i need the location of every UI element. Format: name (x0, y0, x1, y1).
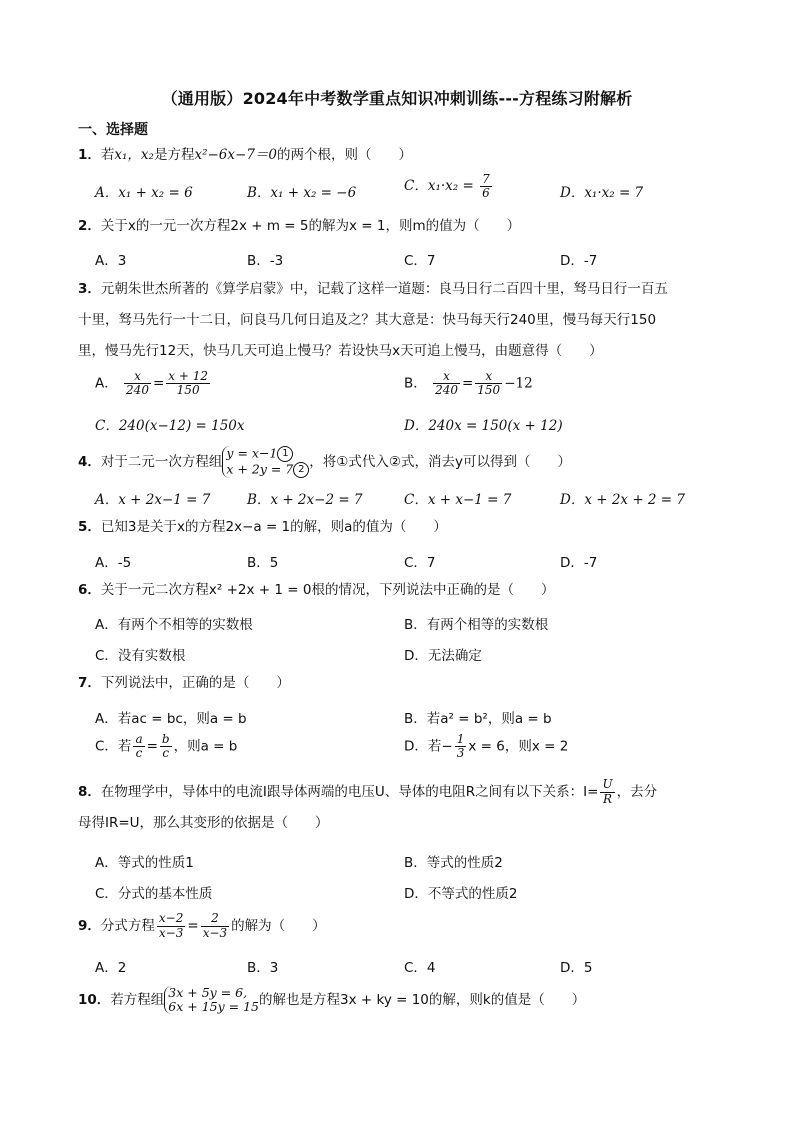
question-text: 母得IR=U，那么其变形的依据是（ ） (78, 815, 329, 831)
option-d[interactable]: D．不等式的性质2 (404, 886, 518, 902)
option-b[interactable]: B．等式的性质2 (404, 855, 503, 871)
question-number: 10． (78, 992, 111, 1008)
option-c[interactable]: C．7 (404, 253, 436, 269)
option-text: ，则a = b (173, 738, 238, 755)
section-heading: 一、选择题 (78, 122, 148, 138)
option-d[interactable]: D．-7 (560, 253, 598, 269)
question-number: 3． (78, 281, 101, 297)
question-text: 关于一元二次方程x² +2x + 1 = 0根的情况，下列说法中正确的是（ ） (100, 582, 555, 598)
question-3 (78, 274, 728, 367)
fraction: $\frac{x-2}{x-3}$ (158, 911, 184, 940)
question-text: 对于二元一次方程组 (100, 454, 223, 470)
question-text: 的解为（ ） (231, 918, 326, 934)
question-text: 若 (100, 147, 115, 163)
option-text: x = 6，则x = 2 (468, 738, 569, 755)
option-d[interactable]: D．5 (560, 960, 593, 976)
question-text: 十里，驽马先行一十二日，问良马几何日追及之？其大意是：快马每天行240里，慢马每天行150 (78, 312, 657, 328)
option-b[interactable]: B．3 (247, 960, 279, 976)
question-number: 2． (78, 218, 101, 234)
option-a[interactable]: A．等式的性质1 (95, 855, 194, 871)
option-a[interactable]: A． $\frac{x}{240}$ = $\frac{x + 12}{150}$ (95, 369, 208, 398)
math-expr: x₁，x₂ (114, 147, 154, 163)
question-number: 7． (78, 675, 101, 691)
circled-number: 1 (277, 446, 293, 462)
option-label: B． (404, 375, 427, 392)
option-c[interactable]: C．7 (404, 555, 436, 571)
question-text: 元朝朱世杰所著的《算学启蒙》中，记载了这样一道题：良马日行二百四十里，驽马日行一百五 (100, 281, 668, 297)
question-number: 5． (78, 519, 101, 535)
page-title: （通用版）2024年中考数学重点知识冲刺训练---方程练习附解析 (161, 89, 633, 108)
fraction: $\frac{b}{c}$ (161, 732, 170, 761)
option-a[interactable]: A．3 (95, 253, 127, 269)
option-c[interactable]: C．x + x−1 = 7 (404, 492, 512, 508)
fraction: $\frac{x}{240}$ (126, 369, 149, 398)
question-10 (78, 985, 718, 1016)
question-number: 4． (78, 454, 101, 470)
option-b[interactable]: B．x + 2x−2 = 7 (247, 492, 363, 508)
question-text: ，去分 (616, 784, 658, 800)
question-text: 的两个根，则（ ） (277, 147, 412, 163)
question-text: 的解也是方程3x + ky = 10的解，则k的值是（ ） (259, 992, 586, 1008)
question-7 (78, 668, 718, 699)
fraction: $\frac{2}{x-3}$ (202, 911, 228, 940)
fraction: $\frac{7}{6}$ (482, 172, 490, 201)
fraction: $\frac{U}{R}$ (602, 777, 613, 806)
equation-system: y = x−1 1 x + 2y = 7 2 (222, 446, 309, 478)
option-c[interactable]: C．240(x−12) = 150x (95, 418, 245, 434)
option-a[interactable]: A．-5 (95, 555, 132, 571)
option-d[interactable]: D．x + 2x + 2 = 7 (560, 492, 686, 508)
option-b[interactable]: B． $\frac{x}{240}$ = $\frac{x}{150}$ −12 (404, 369, 533, 398)
question-4 (78, 446, 718, 478)
math-expr: −12 (504, 375, 533, 392)
option-b[interactable]: B．x₁ + x₂ = −6 (247, 185, 357, 201)
math-expr: x²−6x−7＝0 (194, 147, 277, 163)
option-b[interactable]: B．若a² = b²，则a = b (404, 711, 552, 727)
option-c[interactable]: C．分式的基本性质 (95, 886, 213, 902)
question-text: 下列说法中，正确的是（ ） (100, 675, 290, 691)
option-c[interactable]: C．4 (404, 960, 436, 976)
question-1 (78, 140, 718, 171)
question-text: 分式方程 (100, 918, 155, 934)
option-label: C．x₁·x₂ = (404, 178, 474, 195)
option-d[interactable]: D．无法确定 (404, 648, 482, 664)
question-number: 9． (78, 918, 101, 934)
question-number: 6． (78, 582, 101, 598)
fraction: $\frac{x + 12}{150}$ (168, 369, 208, 398)
option-a[interactable]: A．x + 2x−1 = 7 (95, 492, 211, 508)
question-text: 关于x的一元一次方程2x + m = 5的解为x = 1，则m的值为（ ） (100, 218, 521, 234)
option-d[interactable]: D．-7 (560, 555, 598, 571)
question-6 (78, 575, 718, 606)
option-label: D．若− (404, 738, 453, 755)
option-a[interactable]: A．x₁ + x₂ = 6 (95, 185, 193, 201)
option-d[interactable]: D．240x = 150(x + 12) (404, 418, 563, 434)
option-b[interactable]: B．有两个相等的实数根 (404, 617, 549, 633)
question-text: ，将①式代入②式，消去y可以得到（ ） (309, 454, 571, 470)
question-number: 1． (78, 147, 101, 163)
option-c[interactable] (404, 173, 494, 200)
fraction: $\frac{x}{150}$ (477, 369, 501, 398)
option-label: A． (95, 375, 118, 392)
circled-number: 2 (293, 462, 309, 478)
question-text: 若方程组 (110, 992, 165, 1008)
equation-system: 3x + 5y = 6, 6x + 15y = 15 (164, 986, 259, 1014)
option-b[interactable]: B．-3 (247, 253, 284, 269)
question-9: 9．分式方程 $\frac{x-2}{x-3}$ = $\frac{2}{x-3}$ 的解为（ ） (78, 911, 326, 940)
question-text: 里，慢马先行12天，快马几天可追上慢马？若设快马x天可追上慢马，由题意得（ ） (78, 343, 603, 359)
question-2 (78, 211, 718, 242)
question-text: 在物理学中，导体中的电流Ⅰ跟导体两端的电压U、导体的电阻R之间有以下关系：I= (100, 784, 599, 800)
option-c[interactable]: C．若 $\frac{a}{c}$ = $\frac{b}{c}$ ，则a = b (95, 732, 238, 761)
fraction: $\frac{x}{240}$ (435, 369, 458, 398)
fraction: $\frac{1}{3}$ (456, 732, 465, 761)
option-d[interactable]: D．x₁·x₂ = 7 (560, 185, 644, 201)
question-number: 8． (78, 784, 101, 800)
option-b[interactable]: B．5 (247, 555, 279, 571)
option-a[interactable]: A．2 (95, 960, 127, 976)
option-c[interactable]: C．没有实数根 (95, 648, 186, 664)
option-label: C．若 (95, 738, 132, 755)
question-text: 是方程 (153, 147, 195, 163)
fraction: $\frac{a}{c}$ (135, 732, 143, 761)
question-5 (78, 512, 718, 543)
option-a[interactable]: A．若ac = bc，则a = b (95, 711, 247, 727)
option-d[interactable] (404, 733, 568, 760)
question-text: 已知3是关于x的方程2x−a = 1的解，则a的值为（ ） (100, 519, 447, 535)
option-a[interactable]: A．有两个不相等的实数根 (95, 617, 253, 633)
question-8 (78, 777, 728, 839)
